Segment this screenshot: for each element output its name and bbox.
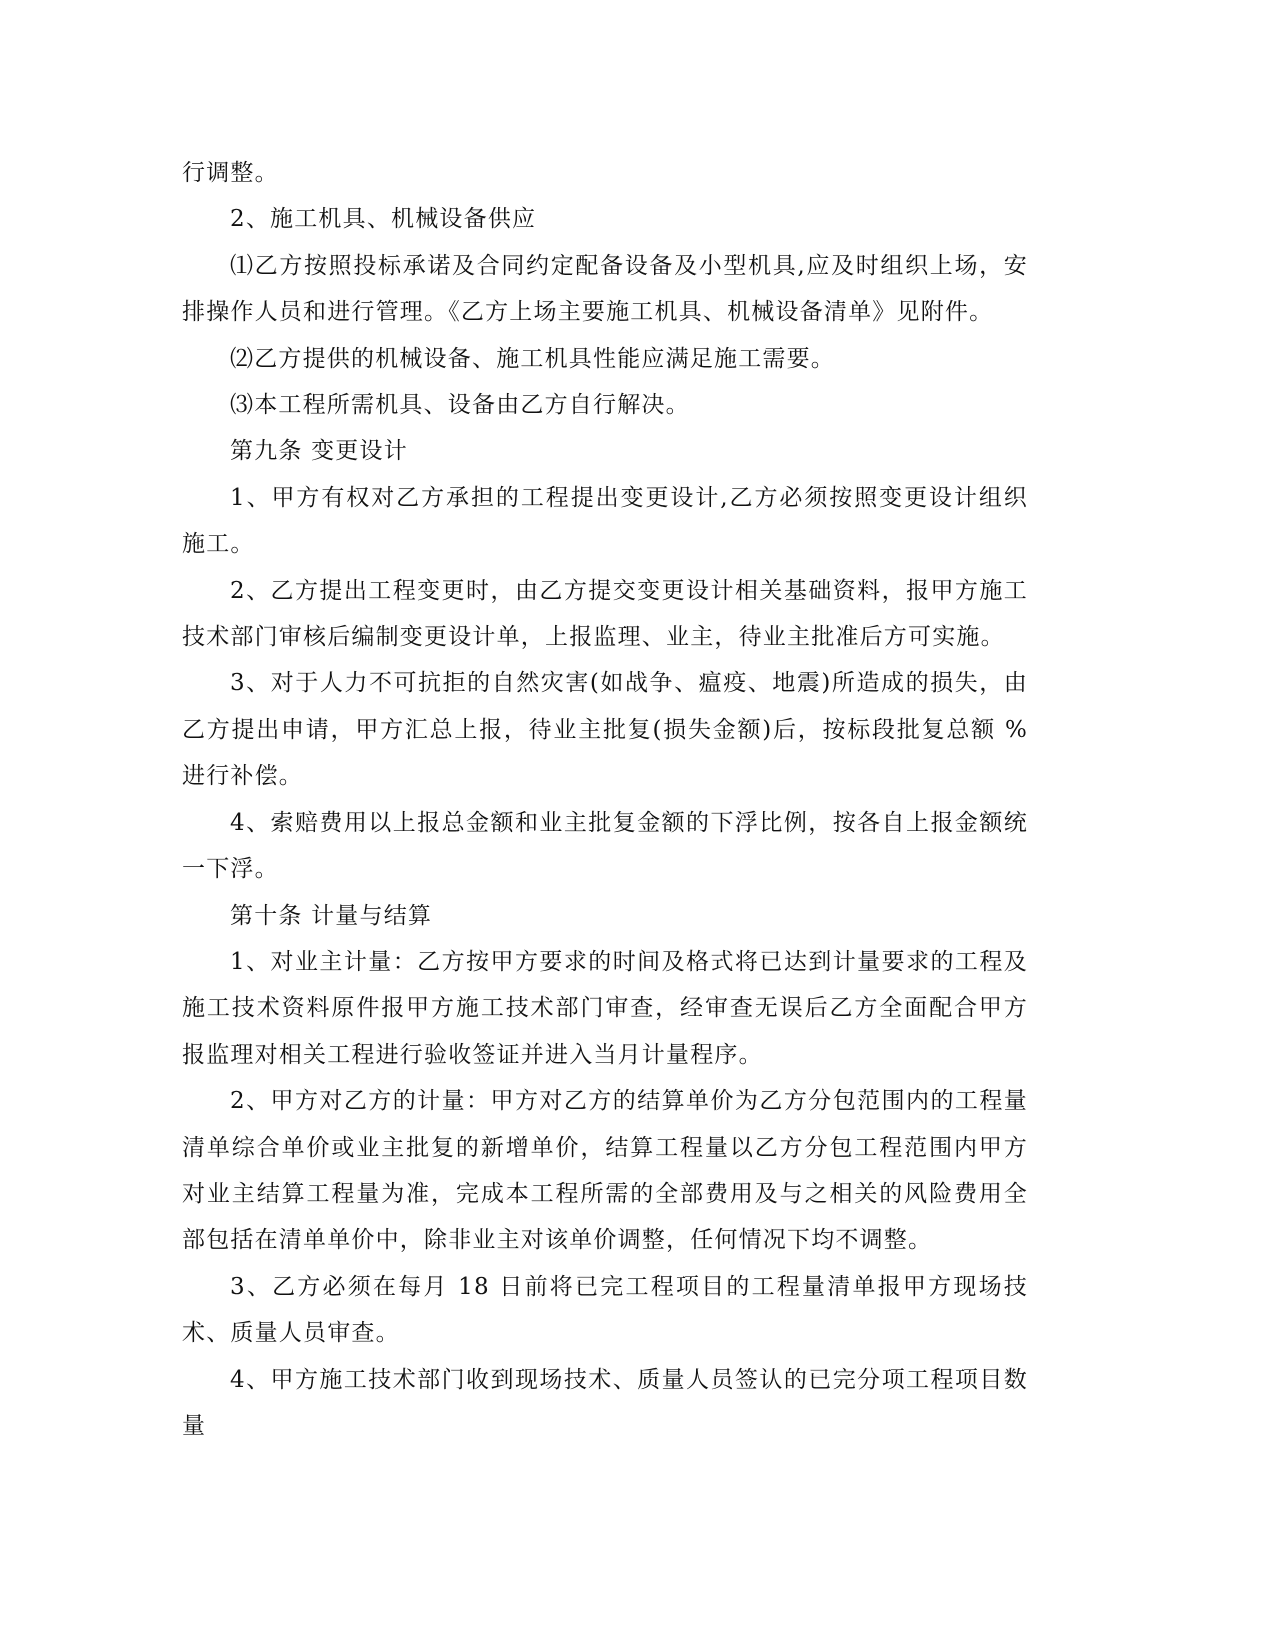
article-9-heading: 第九条 变更设计 [230, 438, 408, 465]
article-10-clause-4: 4、甲方施工技术部门收到现场技术、质量人员签认的已完分项工程项目数量 [182, 1366, 1028, 1439]
article-9-clause-1: 1、甲方有权对乙方承担的工程提出变更设计,乙方必须按照变更设计组织施工。 [182, 484, 1028, 558]
paragraph-equipment-heading: 2、施工机具、机械设备供应 [230, 206, 537, 233]
article-9-clause-3: 3、对于人力不可抗拒的自然灾害(如战争、瘟疫、地震)所造成的损失，由乙方提出申请，甲方汇总上报，待业主批复(损失金额)后，按标段批复总额 %进行补偿。 [182, 670, 1028, 790]
article-9-clause-2: 2、乙方提出工程变更时，由乙方提交变更设计相关基础资料，报甲方施工技术部门审核后编制变更设计单，上报监理、业主，待业主批准后方可实施。 [182, 577, 1028, 651]
paragraph-equipment-1: ⑴乙方按照投标承诺及合同约定配备设备及小型机具,应及时组织上场，安排操作人员和进行管理。《乙方上场主要施工机具、机械设备清单》见附件。 [182, 252, 1028, 326]
article-9-clause-4: 4、索赔费用以上报总金额和业主批复金额的下浮比例，按各自上报金额统一下浮。 [182, 809, 1028, 883]
article-10-clause-2: 2、甲方对乙方的计量：甲方对乙方的结算单价为乙方分包范围内的工程量清单综合单价或业主批复的新增单价，结算工程量以乙方分包工程范围内甲方对业主结算工程量为准，完成本工程所需的全部费用及与之相关的风险费用全部包括在清单单价中，除非业主对该单价调整，任何情况下均不调整。 [182, 1088, 1028, 1254]
article-10-clause-1: 1、对业主计量：乙方按甲方要求的时间及格式将已达到计量要求的工程及施工技术资料原件报甲方施工技术部门审查，经审查无误后乙方全面配合甲方报监理对相关工程进行验收签证并进入当月计量程序。 [182, 948, 1028, 1068]
paragraph-equipment-3: ⑶本工程所需机具、设备由乙方自行解决。 [230, 392, 690, 419]
paragraph-equipment-2: ⑵乙方提供的机械设备、施工机具性能应满足施工需要。 [230, 345, 835, 372]
article-10-heading: 第十条 计量与结算 [230, 902, 433, 929]
article-10-clause-3: 3、乙方必须在每月 18 日前将已完工程项目的工程量清单报甲方现场技术、质量人员审查。 [182, 1273, 1028, 1347]
paragraph-continuation: 行调整。 [182, 160, 279, 186]
document-page [182, 150, 1028, 1449]
